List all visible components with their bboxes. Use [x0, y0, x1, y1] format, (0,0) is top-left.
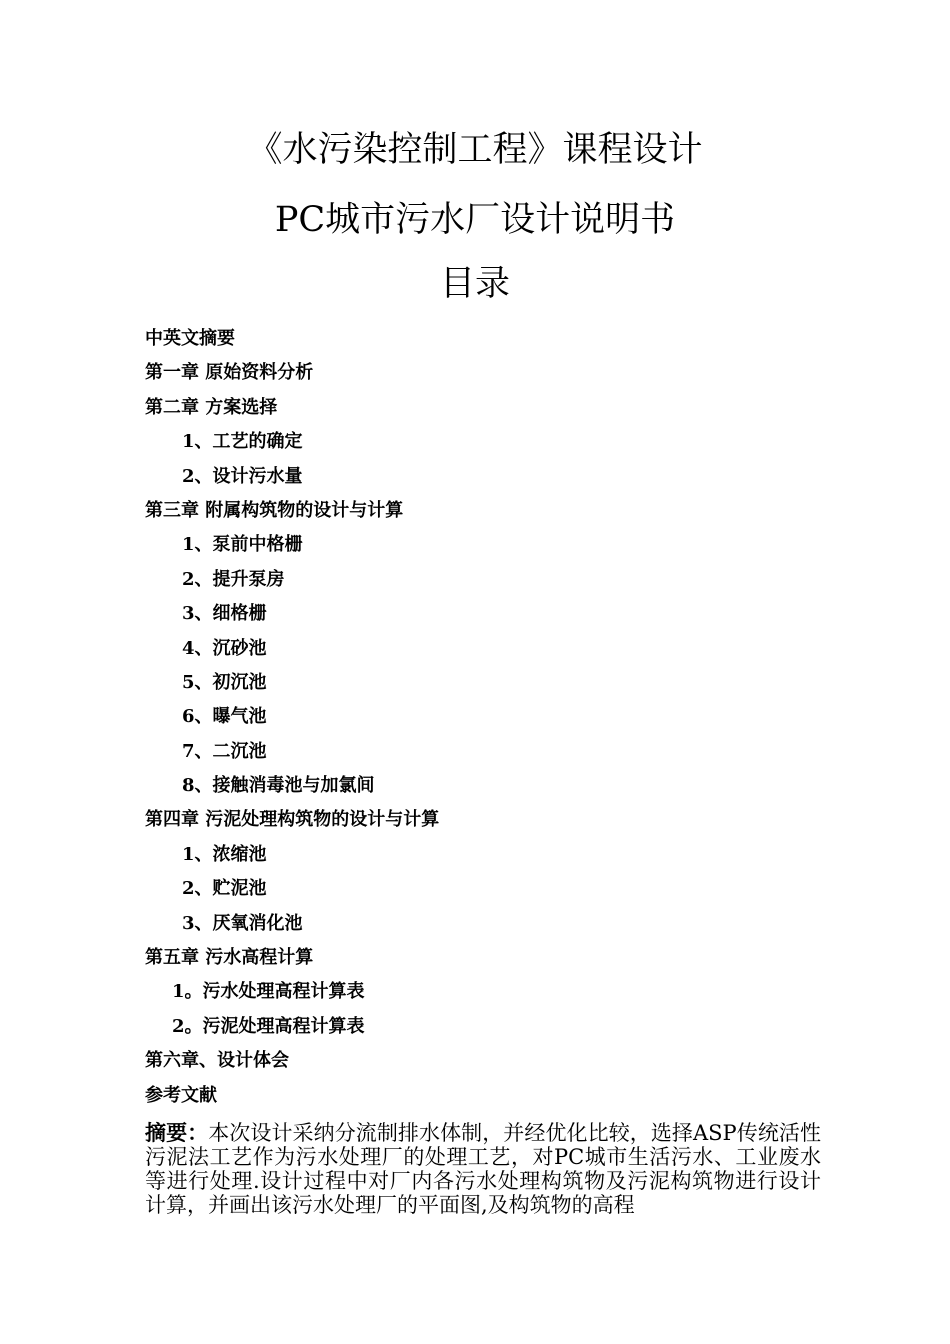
toc-item: 4、沉砂池 — [182, 637, 267, 659]
table-of-contents — [145, 322, 845, 1113]
toc-item: 参考文献 — [145, 1084, 217, 1106]
abstract-paragraph — [145, 1121, 821, 1217]
toc-item: 第四章 污泥处理构筑物的设计与计算 — [145, 809, 440, 831]
toc-item: 3、厌氧消化池 — [182, 912, 303, 934]
toc-item: 第三章 附属构筑物的设计与计算 — [145, 499, 404, 521]
toc-item: 第二章 方案选择 — [145, 396, 278, 418]
toc-item: 1。污水处理高程计算表 — [172, 981, 365, 1003]
toc-item: 1、浓缩池 — [182, 843, 267, 865]
document-subtitle: PC城市污水厂设计说明书 — [274, 200, 676, 240]
abstract-label: 摘要： — [145, 1120, 209, 1145]
toc-item: 8、接触消毒池与加氯间 — [182, 775, 375, 797]
abstract-text: 本次设计采纳分流制排水体制，并经优化比较，选择ASP传统活性污泥法工艺作为污水处理厂的处理工艺，对PC城市生活污水、工业废水等进行处理.设计过程中对厂内各污水处理构筑物及污泥构筑物进行设计计算，并画出该污水处理厂的平面图,及构筑物的高程 — [145, 1121, 821, 1217]
toc-item: 第一章 原始资料分析 — [145, 362, 314, 384]
toc-item: 2。污泥处理高程计算表 — [172, 1015, 365, 1037]
toc-item: 2、贮泥池 — [182, 878, 267, 900]
toc-item: 中英文摘要 — [145, 328, 235, 349]
toc-item: 2、设计污水量 — [182, 465, 303, 487]
toc-item: 第五章 污水高程计算 — [145, 947, 314, 969]
toc-item: 5、初沉池 — [182, 671, 267, 693]
toc-item: 1、工艺的确定 — [182, 431, 303, 453]
toc-item: 2、提升泵房 — [182, 568, 285, 590]
toc-item: 1、泵前中格栅 — [182, 534, 303, 556]
toc-item: 第六章、设计体会 — [145, 1050, 289, 1072]
document-title: 《水污染控制工程》课程设计 — [247, 130, 703, 170]
toc-item: 7、二沉池 — [182, 740, 267, 762]
toc-item: 6、曝气池 — [182, 706, 267, 728]
toc-item: 3、细格栅 — [182, 603, 267, 625]
toc-heading: 目录 — [439, 264, 510, 304]
